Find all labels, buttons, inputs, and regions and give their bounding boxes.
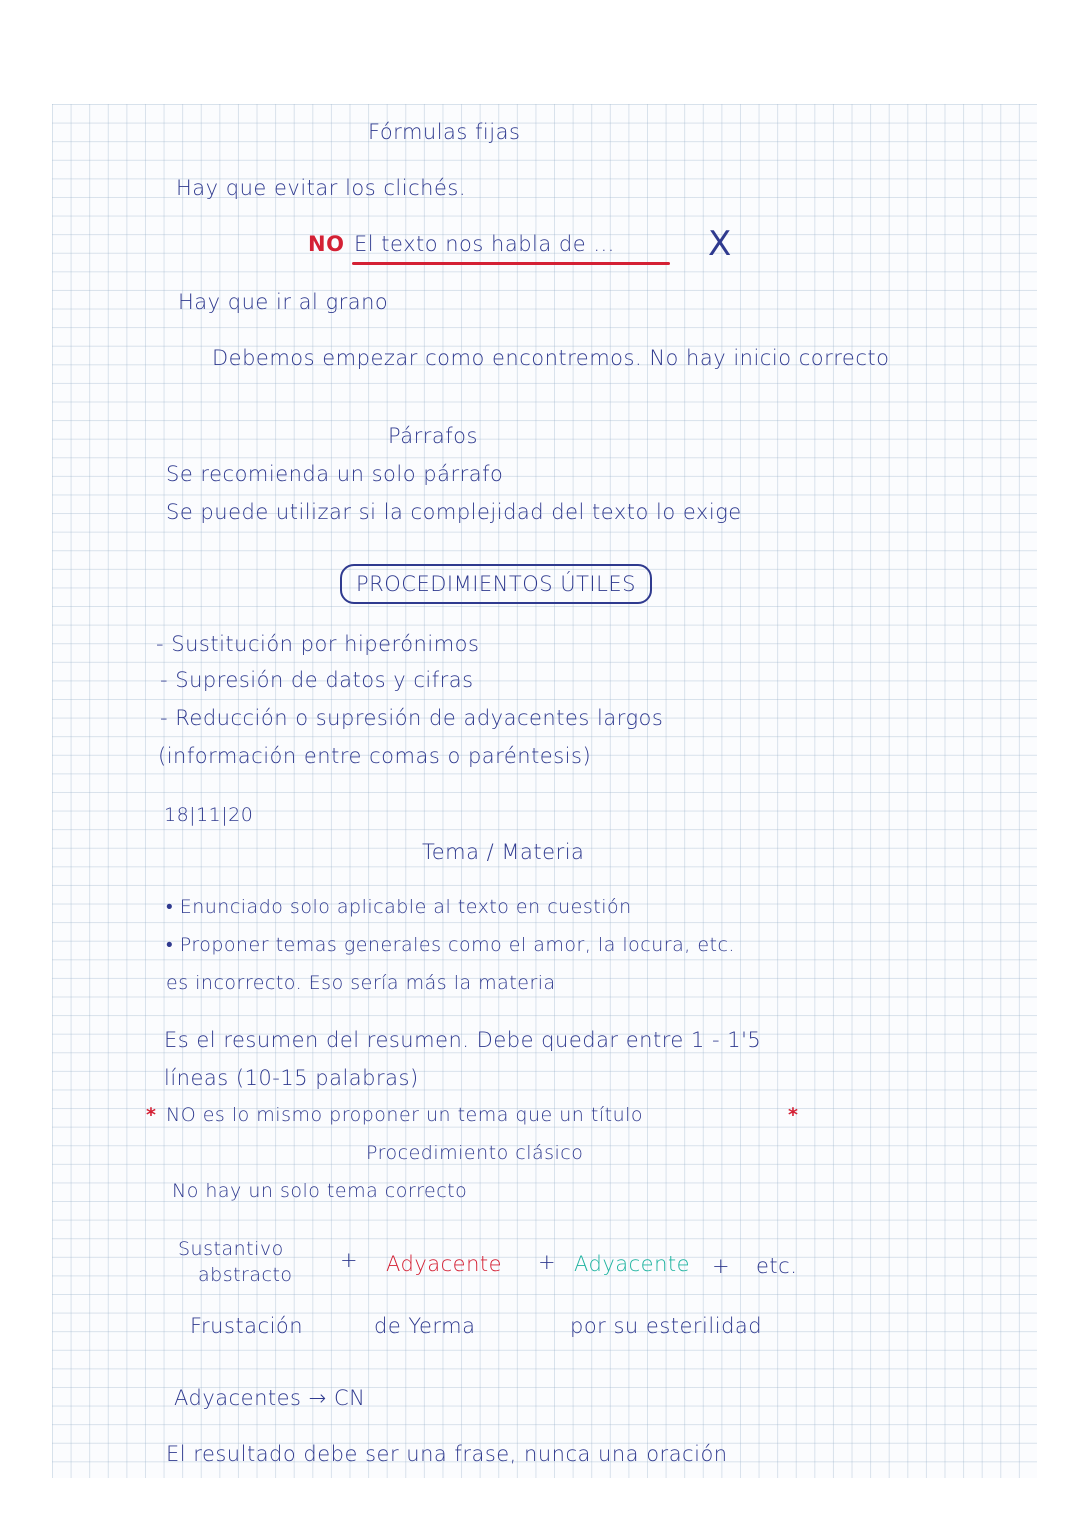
star-right-icon: * — [788, 1104, 799, 1126]
formula-sustantivo: Sustantivo — [178, 1238, 284, 1260]
line-evitar-cliches: Hay que evitar los clichés. — [176, 176, 466, 200]
line-empezar: Debemos empezar como encontremos. No hay inicio correcto — [212, 346, 890, 370]
star-left-icon: * — [146, 1104, 157, 1126]
resumen-line-1: Es el resumen del resumen. Debe quedar entre 1 - 1'5 — [164, 1028, 762, 1052]
example-frustacion: Frustación — [190, 1314, 304, 1338]
heading-procedimientos: PROCEDIMIENTOS ÚTILES — [356, 572, 636, 596]
heading-tema-materia: Tema / Materia — [422, 840, 585, 864]
heading-formulas-fijas: Fórmulas fijas — [368, 120, 521, 144]
tema-item-3: es incorrecto. Eso sería más la materia — [166, 972, 556, 994]
formula-etc: etc. — [756, 1254, 798, 1278]
line-resultado: El resultado debe ser una frase, nunca una oración — [166, 1442, 728, 1466]
proc-item-2: - Supresión de datos y cifras — [160, 668, 474, 692]
formula-plus-2: + — [538, 1250, 557, 1274]
heading-procedimiento-clasico: Procedimiento clásico — [366, 1142, 584, 1164]
red-underline — [352, 262, 670, 265]
proc-item-1: - Sustitución por hiperónimos — [156, 632, 480, 656]
line-no-solo-tema: No hay un solo tema correcto — [172, 1180, 468, 1202]
formula-adyacente-teal: Adyacente — [574, 1252, 691, 1276]
formula-abstracto: abstracto — [198, 1264, 293, 1286]
line-al-grano: Hay que ir al grano — [178, 290, 389, 314]
cross-mark-icon: X — [708, 224, 732, 264]
formula-adyacente-red: Adyacente — [386, 1252, 503, 1276]
formula-plus-1: + — [340, 1248, 359, 1272]
proc-item-4: (información entre comas o paréntesis) — [158, 744, 592, 768]
warning-text: NO es lo mismo proponer un tema que un título — [166, 1104, 644, 1126]
line-utilizar: Se puede utilizar si la complejidad del texto lo exige — [166, 500, 742, 524]
heading-parrafos: Párrafos — [388, 424, 478, 448]
resumen-line-2: líneas (10-15 palabras) — [164, 1066, 419, 1090]
proc-item-3: - Reducción o supresión de adyacentes largos — [160, 706, 664, 730]
tema-item-1: • Enunciado solo aplicable al texto en cuestión — [166, 896, 632, 918]
procedimientos-box — [340, 564, 652, 604]
example-esterilidad: por su esterilidad — [570, 1314, 763, 1338]
formula-plus-3: + — [712, 1254, 731, 1278]
line-recomienda: Se recomienda un solo párrafo — [166, 462, 504, 486]
line-adyacentes-cn: Adyacentes → CN — [174, 1386, 366, 1410]
date: 18|11|20 — [164, 804, 254, 826]
tema-item-2: • Proponer temas generales como el amor, la locura, etc. — [166, 934, 735, 956]
bad-example: El texto nos habla de ... — [354, 232, 615, 256]
no-label: NO — [308, 232, 345, 256]
example-de-yerma: de Yerma — [374, 1314, 476, 1338]
